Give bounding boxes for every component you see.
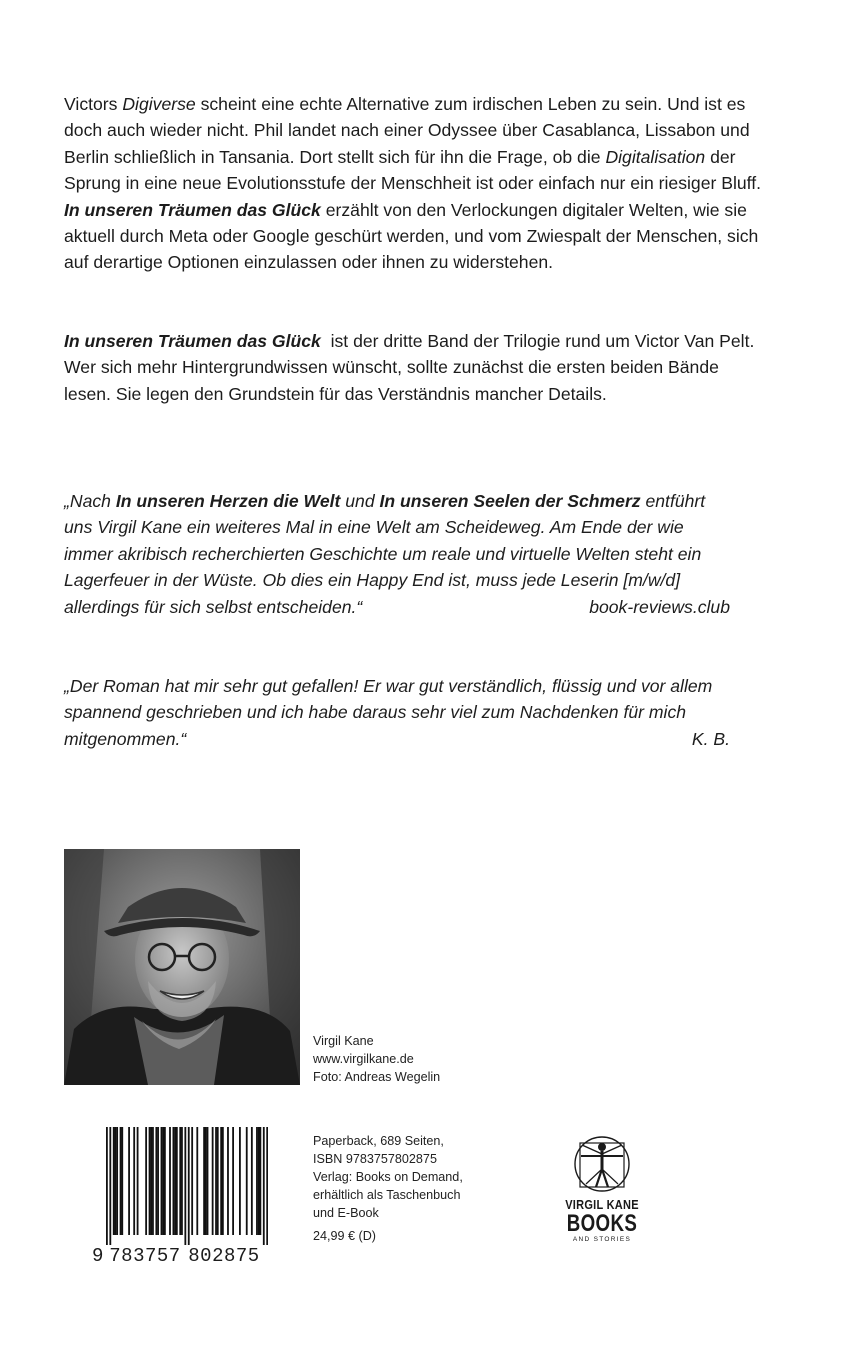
barcode-bar bbox=[203, 1127, 205, 1235]
barcode-bar bbox=[152, 1127, 154, 1235]
title-seelen: In unseren Seelen der Schmerz bbox=[379, 491, 641, 511]
barcode-bar bbox=[113, 1127, 115, 1235]
barcode-bar bbox=[251, 1127, 253, 1235]
barcode-bars bbox=[106, 1127, 268, 1245]
barcode-bar bbox=[174, 1127, 176, 1235]
barcode-bar bbox=[184, 1127, 186, 1245]
barcode-bar bbox=[128, 1127, 130, 1235]
barcode-bar bbox=[215, 1127, 217, 1235]
barcode-bar bbox=[239, 1127, 241, 1235]
barcode-bar bbox=[155, 1127, 157, 1235]
digiverse-term: Digiverse bbox=[122, 94, 196, 114]
barcode-bar bbox=[220, 1127, 222, 1235]
publisher-logo bbox=[553, 1132, 651, 1244]
review-source-1: book-reviews.club bbox=[589, 596, 730, 617]
price: 24,99 € (D) bbox=[313, 1229, 376, 1243]
digitalisation-term: Digitalisation bbox=[605, 146, 706, 167]
barcode-bar bbox=[115, 1127, 117, 1235]
barcode-bar bbox=[258, 1127, 260, 1235]
title-herzen: In unseren Herzen die Welt bbox=[115, 491, 341, 511]
barcode-bar bbox=[188, 1127, 190, 1245]
vitruvian-man-icon bbox=[572, 1132, 632, 1192]
barcode-bar bbox=[164, 1127, 166, 1235]
barcode-bar bbox=[173, 1127, 175, 1235]
barcode-bar bbox=[196, 1127, 198, 1235]
barcode-digits: 9 783757 802875 bbox=[92, 1245, 260, 1267]
review-quote-1-body: „Nach In unseren Herzen die Welt und In unseren Seelen der Schmerz entführt uns Virgil Kane ein weiteres Mal in eine Welt am Scheideweg. Am Ende der wie immer akribisch recherchierten Geschichte um reale und virtuelle Welten steht ein Lagerfeuer in der Wüste. Ob dies ein Happy End ist, muss jede Leserin [m/w/d] bbox=[64, 491, 706, 591]
barcode-bar bbox=[176, 1127, 178, 1235]
barcode-bar bbox=[162, 1127, 164, 1235]
barcode-bar bbox=[227, 1127, 229, 1235]
author-name: Virgil Kane bbox=[313, 1034, 374, 1048]
review-quote-2 bbox=[64, 673, 730, 752]
logo-books: BOOKS bbox=[566, 1210, 638, 1237]
barcode-bar bbox=[259, 1127, 261, 1235]
book-title-inline: In unseren Träumen das Glück bbox=[64, 199, 321, 220]
barcode-bar bbox=[232, 1127, 234, 1235]
barcode-bar bbox=[116, 1127, 118, 1235]
author-photo bbox=[64, 849, 300, 1085]
barcode-bar bbox=[263, 1127, 265, 1245]
book-title-inline: In unseren Träumen das Glück bbox=[64, 331, 321, 351]
barcode-bar bbox=[121, 1127, 123, 1235]
barcode-bar bbox=[106, 1127, 108, 1245]
review-quote-2-body: „Der Roman hat mir sehr gut gefallen! Er war gut verständlich, flüssig und vor allem spannend geschrieben und ich habe daraus sehr viel zum Nachdenken für mich bbox=[64, 676, 713, 723]
barcode-bar bbox=[169, 1127, 171, 1235]
barcode-bar bbox=[161, 1127, 163, 1235]
barcode-bar bbox=[149, 1127, 151, 1235]
review-quote-1 bbox=[64, 488, 730, 620]
barcode-bar bbox=[205, 1127, 207, 1235]
barcode-bar bbox=[222, 1127, 224, 1235]
barcode-bar bbox=[150, 1127, 152, 1235]
barcode-bar bbox=[181, 1127, 183, 1235]
barcode-bar bbox=[133, 1127, 135, 1235]
barcode-bar bbox=[266, 1127, 268, 1245]
review-source-2: K. B. bbox=[691, 728, 730, 749]
barcode-bar bbox=[157, 1127, 159, 1235]
barcode-bar bbox=[191, 1127, 193, 1235]
barcode-bar bbox=[246, 1127, 248, 1235]
barcode-bar bbox=[217, 1127, 219, 1235]
blurb-paragraph-1: Victors Digiverse scheint eine echte Alternative zum irdischen Leben zu sein. Und ist es doch auch wieder nicht. Phil landet nach einer Odyssee über Casablanca, Lissabon und Berlin schließlich in Tansania. Dort stellt sich für ihn die Frage, ob die Digitalisation der Sprung in eine neue Evolutionsstufe der Menschheit ist oder einfach nur ein riesiger Bluff. In unseren Träumen das Glück erzählt von den Verlockungen digitaler Welten, wie sie aktuell durch Meta oder Google geschürt werden, und vom Zwiespalt der Menschen, sich auf derartige Optionen einzulassen oder ihnen zu widerstehen. bbox=[64, 94, 761, 273]
barcode-bar bbox=[120, 1127, 122, 1235]
publication-info: Paperback, 689 Seiten, ISBN 9783757802875 Verlag: Books on Demand, erhältlich als Taschenbuch und E-Book bbox=[313, 1134, 463, 1220]
barcode-bar bbox=[207, 1127, 209, 1235]
barcode-bar bbox=[145, 1127, 147, 1235]
photo-caption bbox=[313, 1032, 440, 1086]
logo-tagline: AND STORIES bbox=[572, 1236, 632, 1243]
review-quote-2-lastline: mitgenommen.“ K. B. bbox=[64, 726, 730, 752]
logo-name: VIRGIL KANE bbox=[565, 1198, 639, 1212]
review-quote-1-lastline: allerdings für sich selbst entscheiden.“ book-reviews.club bbox=[64, 594, 730, 620]
barcode-bar bbox=[256, 1127, 258, 1235]
barcode-bar bbox=[179, 1127, 181, 1235]
barcode-bar bbox=[137, 1127, 139, 1235]
photo-credit: Foto: Andreas Wegelin bbox=[313, 1070, 441, 1084]
author-website: www.virgilkane.de bbox=[313, 1052, 414, 1066]
barcode-bar bbox=[212, 1127, 214, 1235]
blurb-paragraph-2: In unseren Träumen das Glück ist der dritte Band der Trilogie rund um Victor Van Pelt. Wer sich mehr Hintergrundwissen wünscht, sollte zunächst die ersten beiden Bände lesen. Sie legen den Grundstein für das Verständnis mancher Details. bbox=[64, 331, 760, 404]
barcode-bar bbox=[109, 1127, 111, 1245]
isbn-barcode bbox=[92, 1127, 268, 1267]
